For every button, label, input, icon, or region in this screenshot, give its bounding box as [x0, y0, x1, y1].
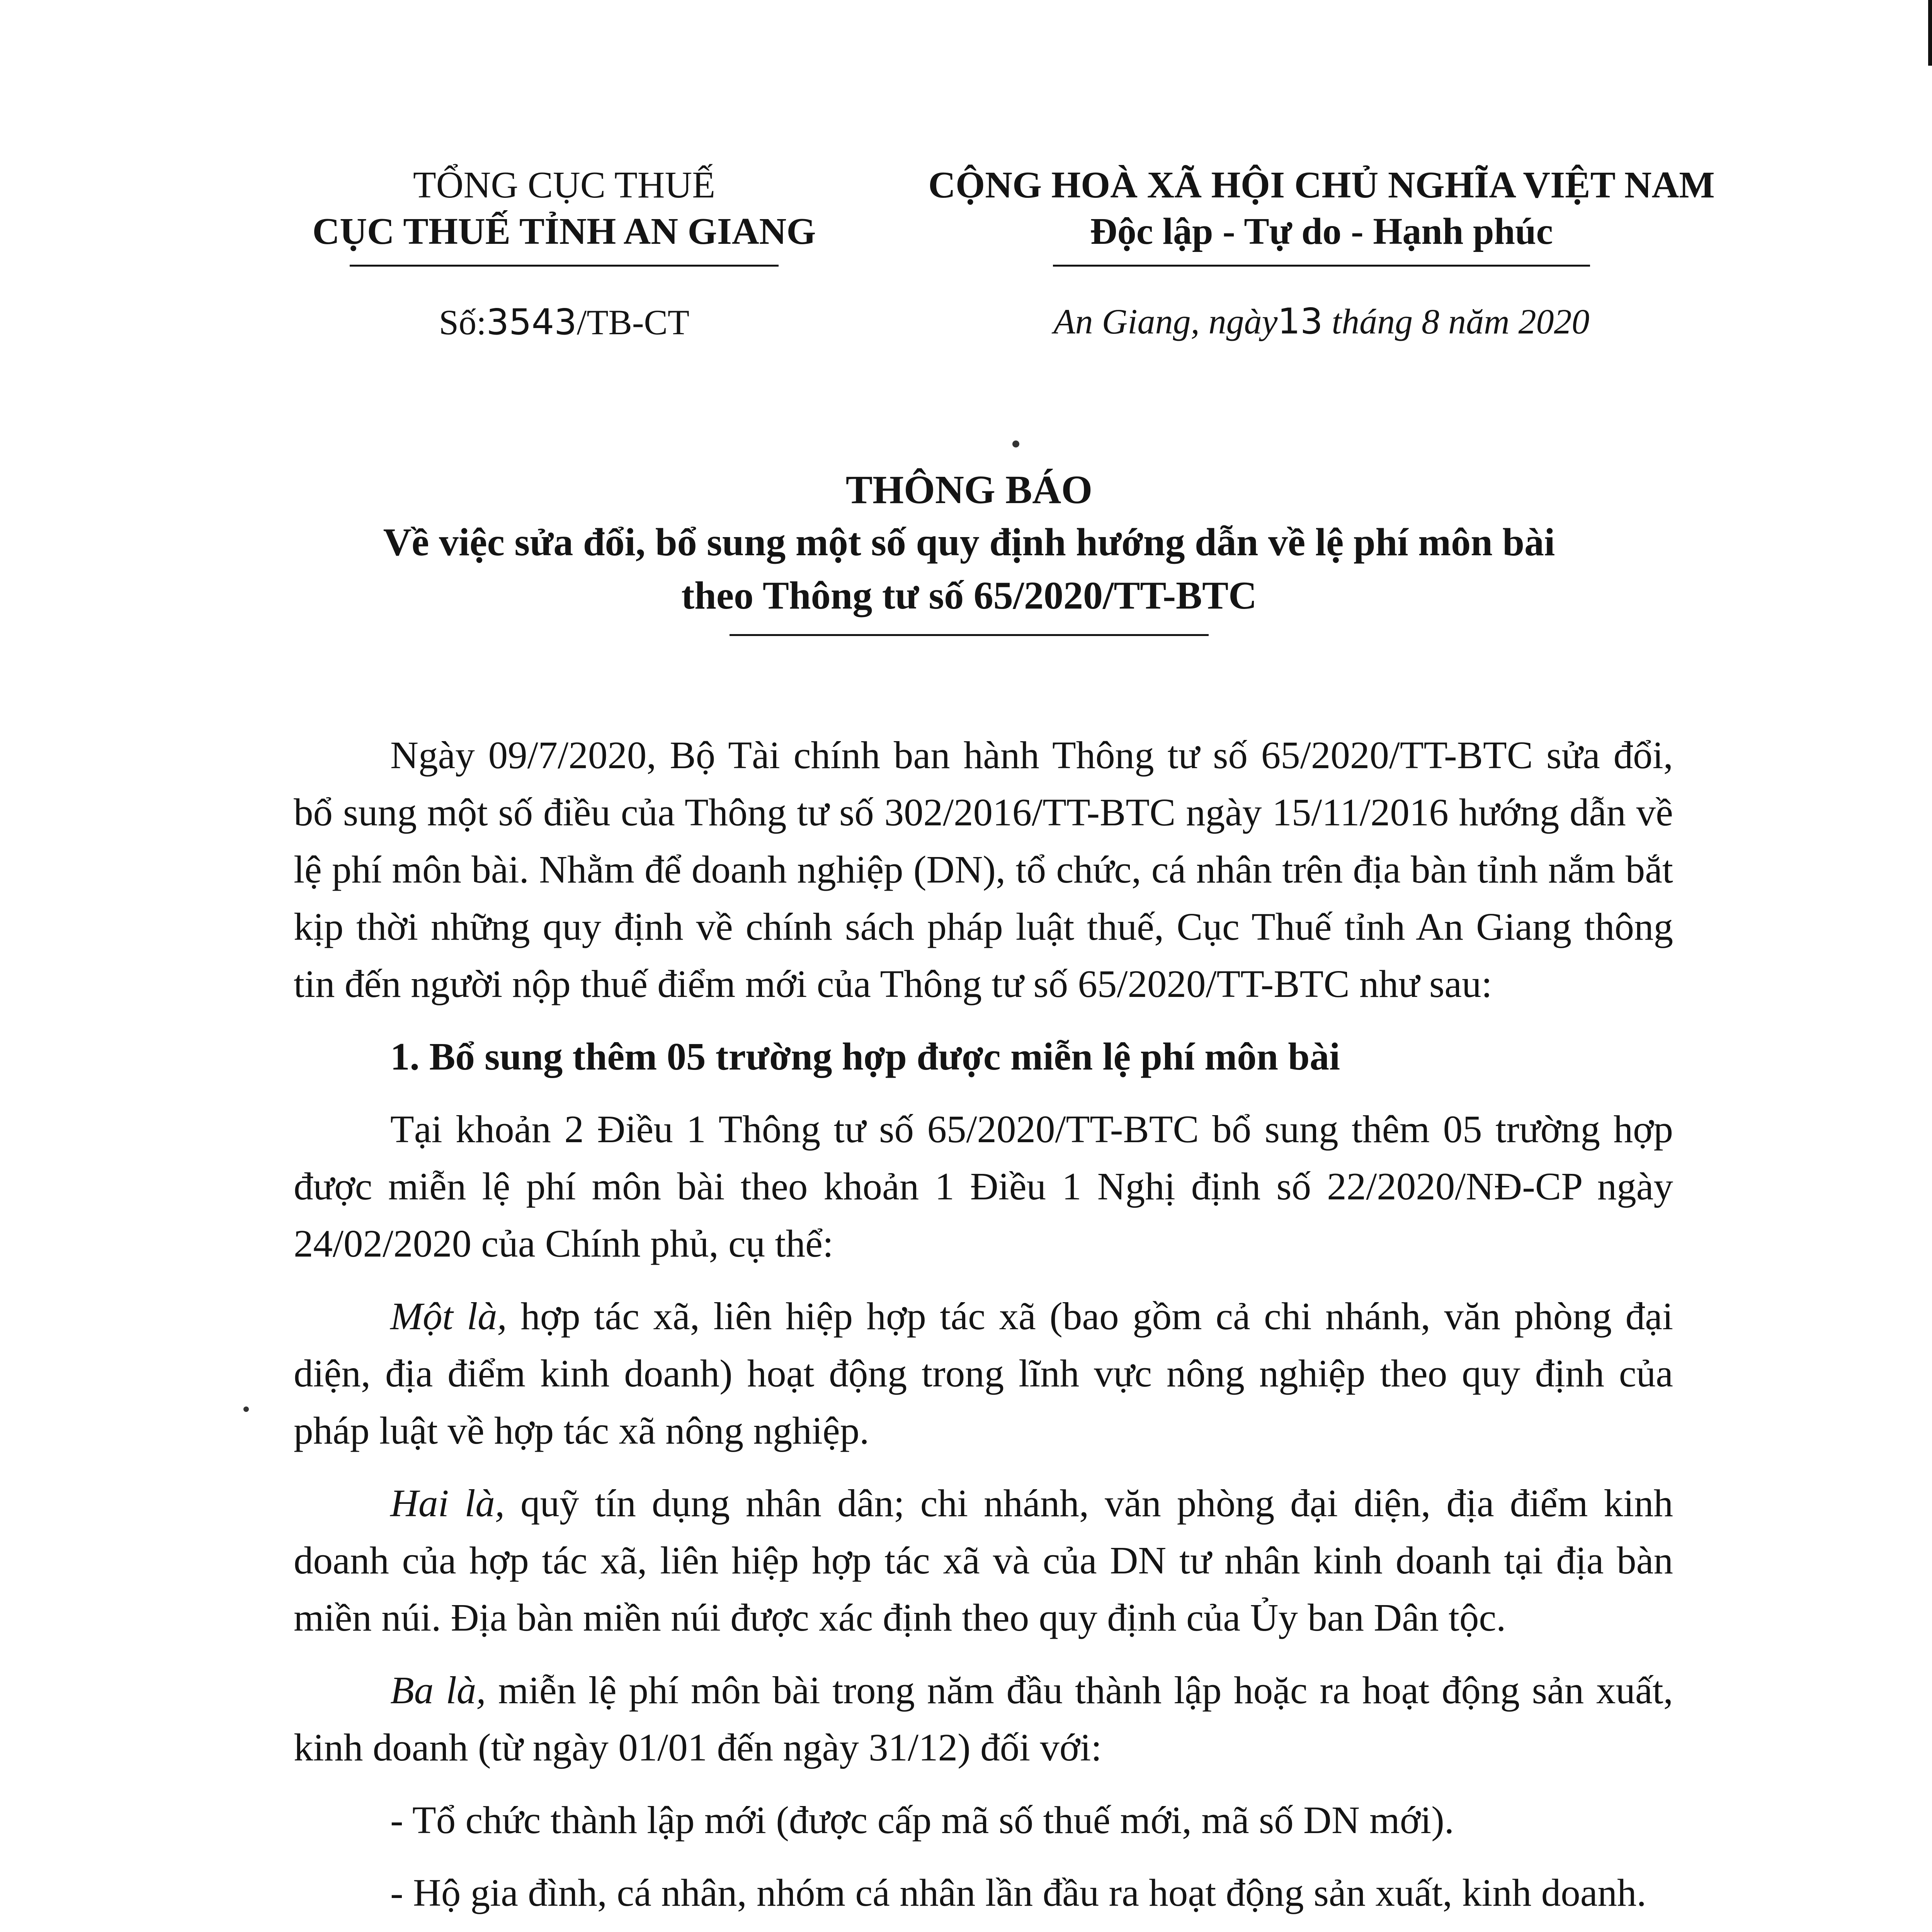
date-prefix: An Giang, ngày — [1053, 302, 1278, 342]
date-suffix: tháng 8 năm 2020 — [1332, 302, 1590, 342]
scan-edge-mark — [1928, 0, 1932, 66]
number-suffix: /TB-CT — [577, 303, 690, 342]
document-header — [0, 162, 1932, 379]
case-two-lead: Hai là, — [390, 1481, 505, 1525]
scan-dot — [1012, 440, 1019, 447]
national-motto: Độc lập - Tự do - Hạnh phúc — [1090, 210, 1553, 252]
issuing-agency-block — [255, 162, 873, 343]
case-three-item-2: - Hộ gia đình, cá nhân, nhóm cá nhân lần đầu ra hoạt động sản xuất, kinh doanh. — [390, 1871, 1646, 1914]
intro-paragraph: Ngày 09/7/2020, Bộ Tài chính ban hành Thông tư số 65/2020/TT-BTC sửa đổi, bổ sung một số điều của Thông tư số 302/2016/TT-BTC ngày 15/11/2016 hướng dẫn về lệ phí môn bài. Nhằm để doanh nghiệp (DN), tổ chức, cá nhân trên địa bàn tỉnh nắm bắt kịp thời những quy định về chính sách pháp luật thuế, Cục Thuế tỉnh An Giang thông tin đến người nộp thuế điểm mới của Thông tư số 65/2020/TT-BTC như sau: — [294, 733, 1673, 1005]
place-and-date — [866, 301, 1777, 342]
document-number — [255, 301, 873, 343]
case-three-paragraph — [294, 1662, 1673, 1776]
issuing-agency: CỤC THUẾ TỈNH AN GIANG — [312, 210, 816, 252]
document-body — [294, 726, 1673, 1932]
country-name: CỘNG HOÀ XÃ HỘI CHỦ NGHĨA VIỆT NAM — [928, 164, 1715, 206]
section-heading-1: 1. Bổ sung thêm 05 trường hợp được miễn lệ phí môn bài — [390, 1035, 1340, 1078]
case-three-item-1: - Tổ chức thành lập mới (được cấp mã số thuế mới, mã số DN mới). — [390, 1798, 1454, 1842]
agency-underline — [350, 265, 779, 267]
national-motto-block — [866, 162, 1777, 342]
case-three-text: miễn lệ phí môn bài trong năm đầu thành lập hoặc ra hoạt động sản xuất, kinh doanh (từ ngày 01/01 đến ngày 31/12) đối với: — [294, 1668, 1673, 1769]
document-subject-line2: theo Thông tư số 65/2020/TT-BTC — [681, 573, 1257, 617]
section-1-paragraph: Tại khoản 2 Điều 1 Thông tư số 65/2020/TT-BTC bổ sung thêm 05 trường hợp được miễn lệ phí môn bài theo khoản 1 Điều 1 Nghị định số 22/2020/NĐ-CP ngày 24/02/2020 của Chính phủ, cụ thể: — [294, 1107, 1673, 1265]
number-prefix: Số: — [439, 303, 486, 342]
title-underline — [730, 634, 1209, 636]
case-one-text: hợp tác xã, liên hiệp hợp tác xã (bao gồm cả chi nhánh, văn phòng đại diện, địa điểm kinh doanh) hoạt động trong lĩnh vực nông nghiệp theo quy định của pháp luật về hợp tác xã nông nghiệp. — [294, 1294, 1673, 1452]
case-three-lead: Ba là, — [390, 1668, 486, 1712]
case-one-paragraph — [294, 1287, 1673, 1459]
document-type: THÔNG BÁO — [845, 468, 1093, 512]
case-two-text: quỹ tín dụng nhân dân; chi nhánh, văn phòng đại diện, địa điểm kinh doanh của hợp tác xã, liên hiệp hợp tác xã và của DN tư nhân kinh doanh tại địa bàn miền núi. Địa bàn miền núi được xác định theo quy định của Ủy ban Dân tộc. — [294, 1481, 1673, 1639]
margin-mark — [243, 1406, 249, 1412]
case-one-lead: Một là, — [390, 1294, 507, 1338]
case-two-paragraph — [294, 1475, 1673, 1646]
motto-underline — [1053, 265, 1590, 267]
document-title-block — [0, 464, 1932, 636]
parent-agency: TỔNG CỤC THUẾ — [413, 164, 716, 206]
handwritten-number: 3543 — [486, 301, 577, 343]
document-subject-line1: Về việc sửa đổi, bổ sung một số quy định hướng dẫn về lệ phí môn bài — [383, 520, 1555, 565]
handwritten-day: 13 — [1277, 301, 1323, 342]
